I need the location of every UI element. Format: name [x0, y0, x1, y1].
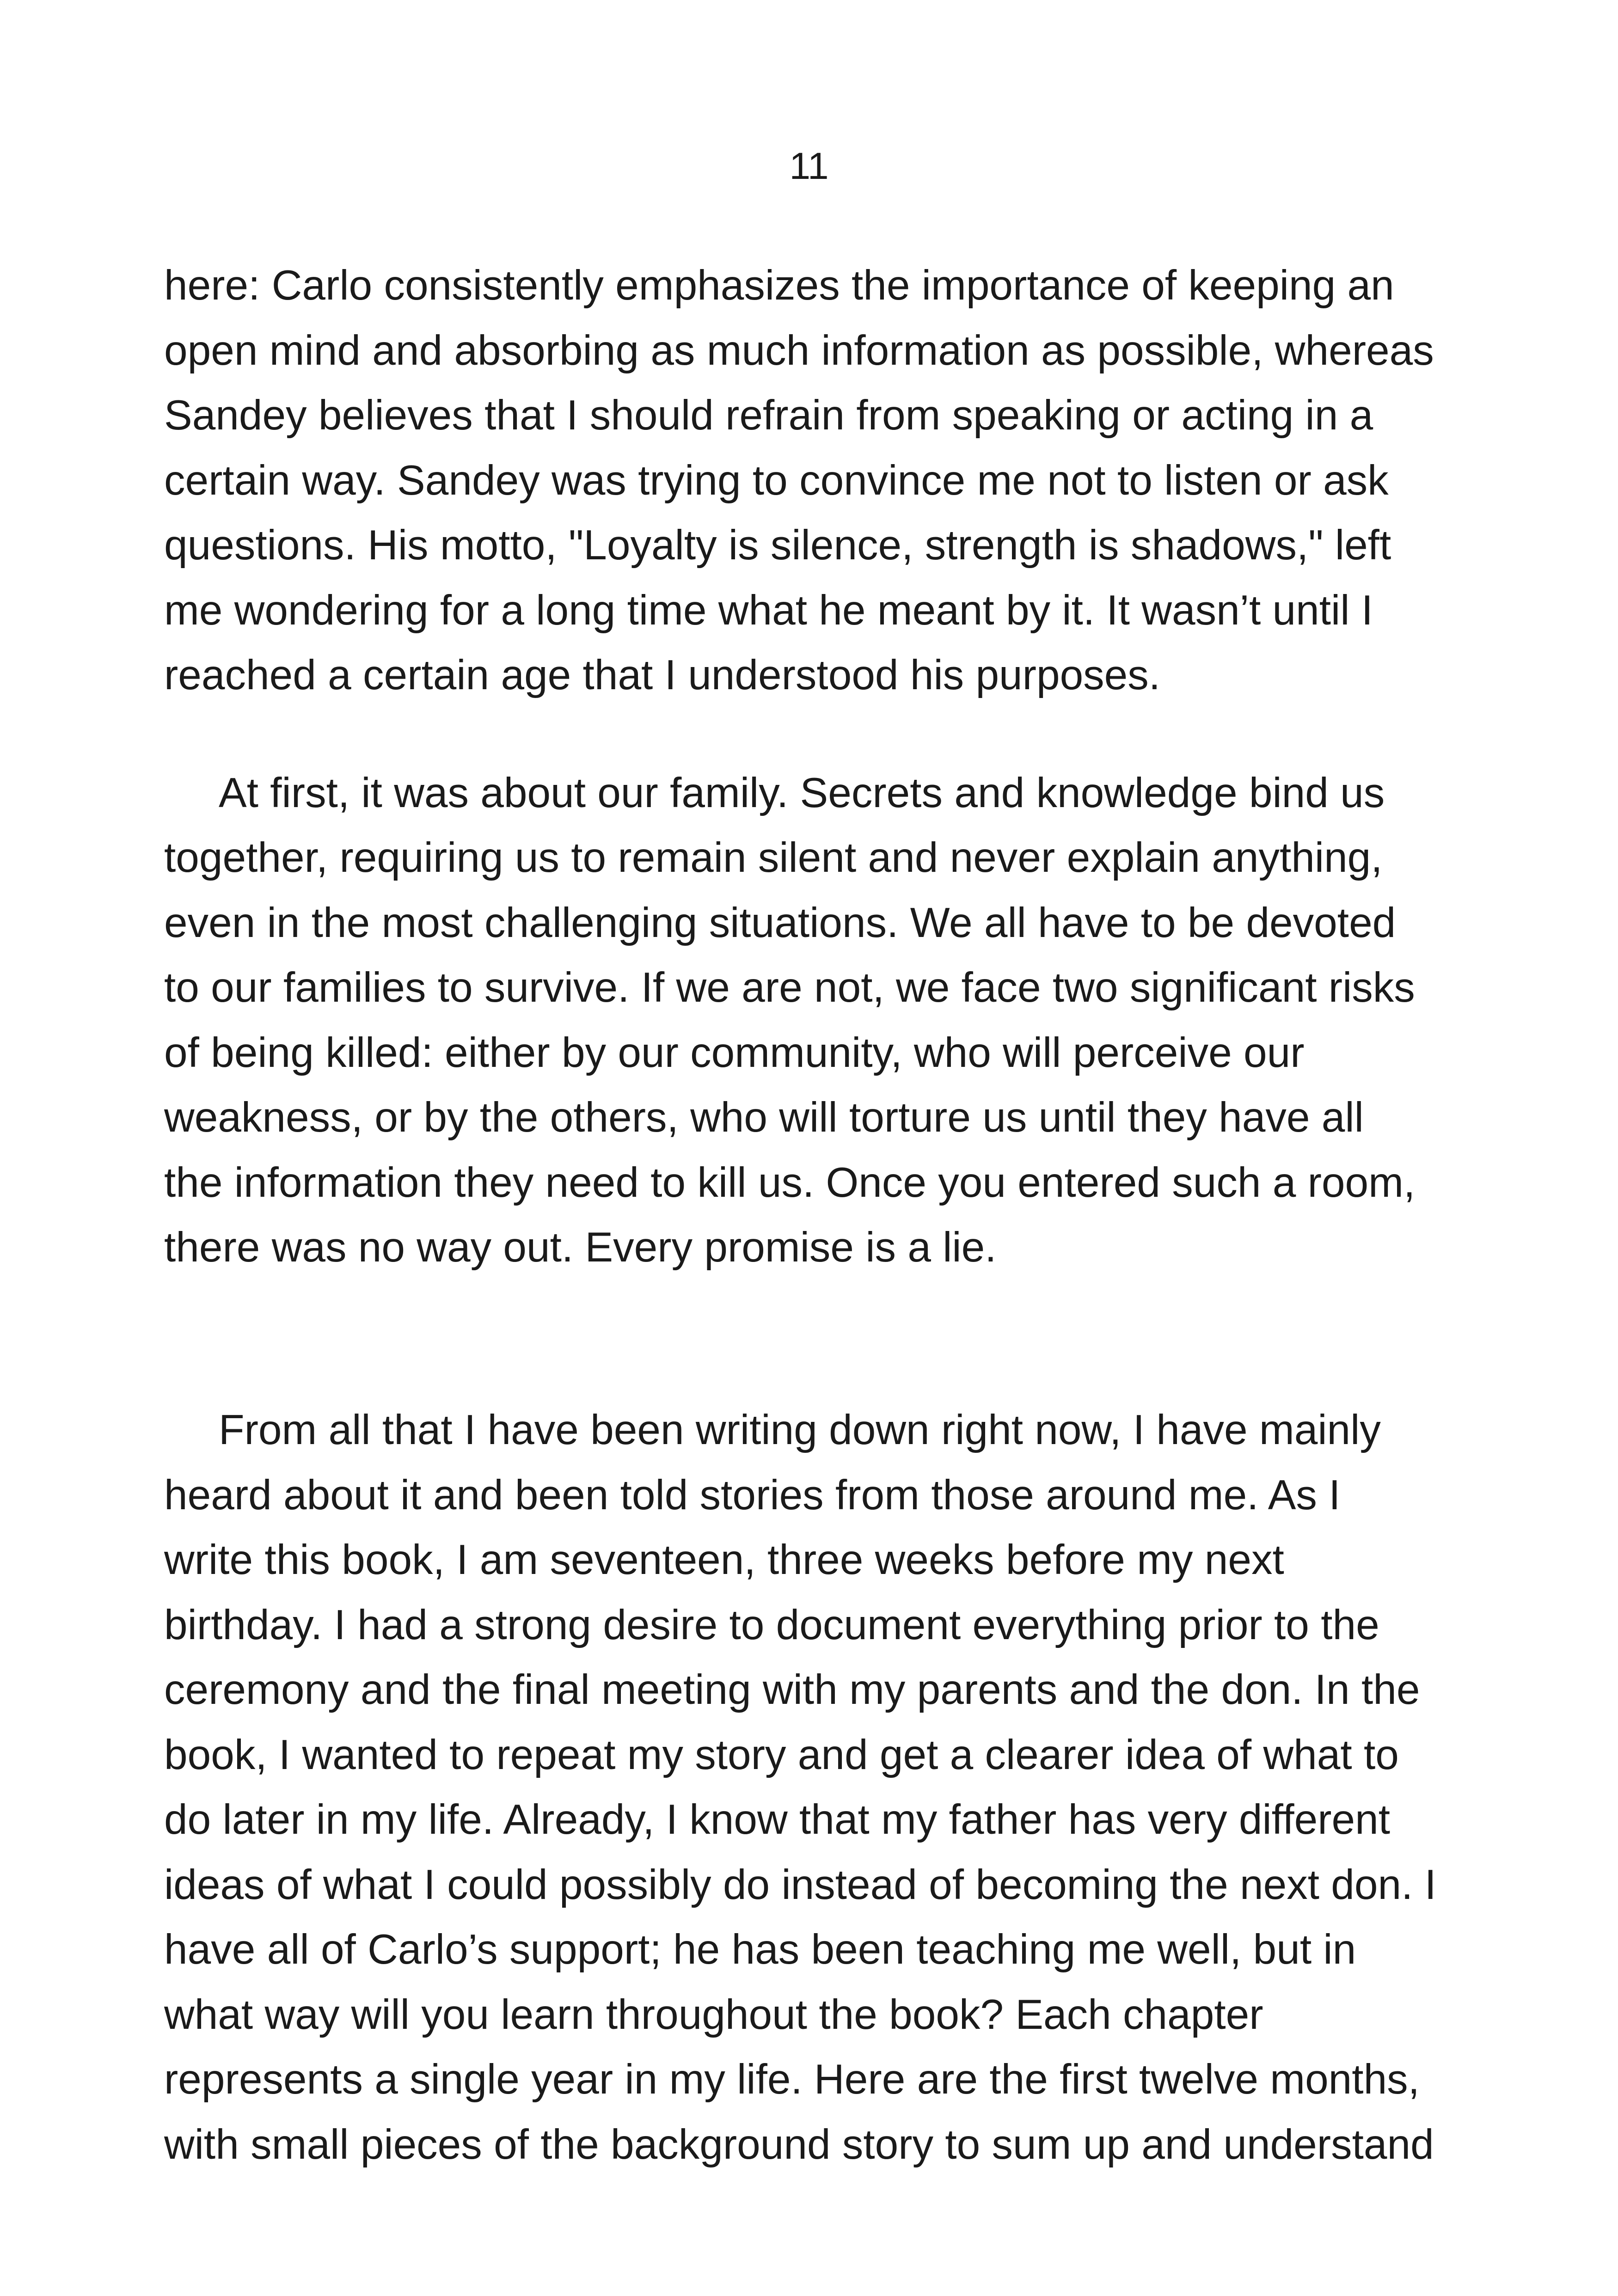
text-line: even in the most challenging situations. We all have to be devoted — [164, 899, 1396, 946]
text-line: open mind and absorbing as much information as possible, whereas — [164, 327, 1434, 374]
text-line: me wondering for a long time what he meant by it. It wasn’t until I — [164, 587, 1373, 634]
text-line: Sandey believes that I should refrain from speaking or acting in a — [164, 392, 1373, 439]
text-line: represents a single year in my life. Here are the first twelve months, — [164, 2056, 1420, 2103]
text-line: here: Carlo consistently emphasizes the importance of keeping an — [164, 262, 1394, 309]
text-line: birthday. I had a strong desire to document everything prior to the — [164, 1601, 1379, 1648]
text-line: heard about it and been told stories from those around me. As I — [164, 1471, 1341, 1518]
text-line: ceremony and the final meeting with my parents and the don. In the — [164, 1666, 1420, 1713]
text-line: together, requiring us to remain silent and never explain anything, — [164, 834, 1383, 881]
paragraph-2 — [164, 761, 1454, 1346]
text-line — [164, 1280, 1454, 1346]
text-line: with small pieces of the background story to sum up and understand — [164, 2121, 1434, 2168]
text-line: ideas of what I could possibly do instead of becoming the next don. I — [164, 1861, 1436, 1908]
text-line: certain way. Sandey was trying to convince me not to listen or ask — [164, 457, 1389, 504]
text-line: At first, it was about our family. Secrets and knowledge bind us — [219, 769, 1385, 816]
paragraph-1 — [164, 253, 1454, 708]
body-text — [164, 253, 1454, 2177]
text-line: what way will you learn throughout the book? Each chapter — [164, 1991, 1263, 2038]
text-line: book, I wanted to repeat my story and get a clearer idea of what to — [164, 1731, 1399, 1778]
paragraph-3 — [164, 1398, 1454, 2177]
text-line: From all that I have been writing down right now, I have mainly — [219, 1407, 1381, 1453]
text-line: there was no way out. Every promise is a lie. — [164, 1224, 997, 1271]
text-line: questions. His motto, "Loyalty is silence, strength is shadows," left — [164, 522, 1391, 569]
text-line: reached a certain age that I understood his purposes. — [164, 652, 1161, 698]
page-number: 11 — [789, 145, 829, 187]
text-line: of being killed: either by our community, who will perceive our — [164, 1029, 1305, 1076]
text-line: write this book, I am seventeen, three weeks before my next — [164, 1537, 1284, 1583]
text-line: have all of Carlo’s support; he has been teaching me well, but in — [164, 1926, 1356, 1973]
text-line: do later in my life. Already, I know that my father has very different — [164, 1796, 1391, 1843]
text-line: the information they need to kill us. Once you entered such a room, — [164, 1159, 1416, 1206]
text-line: weakness, or by the others, who will torture us until they have all — [164, 1094, 1364, 1141]
text-line: to our families to survive. If we are not, we face two significant risks — [164, 964, 1415, 1011]
